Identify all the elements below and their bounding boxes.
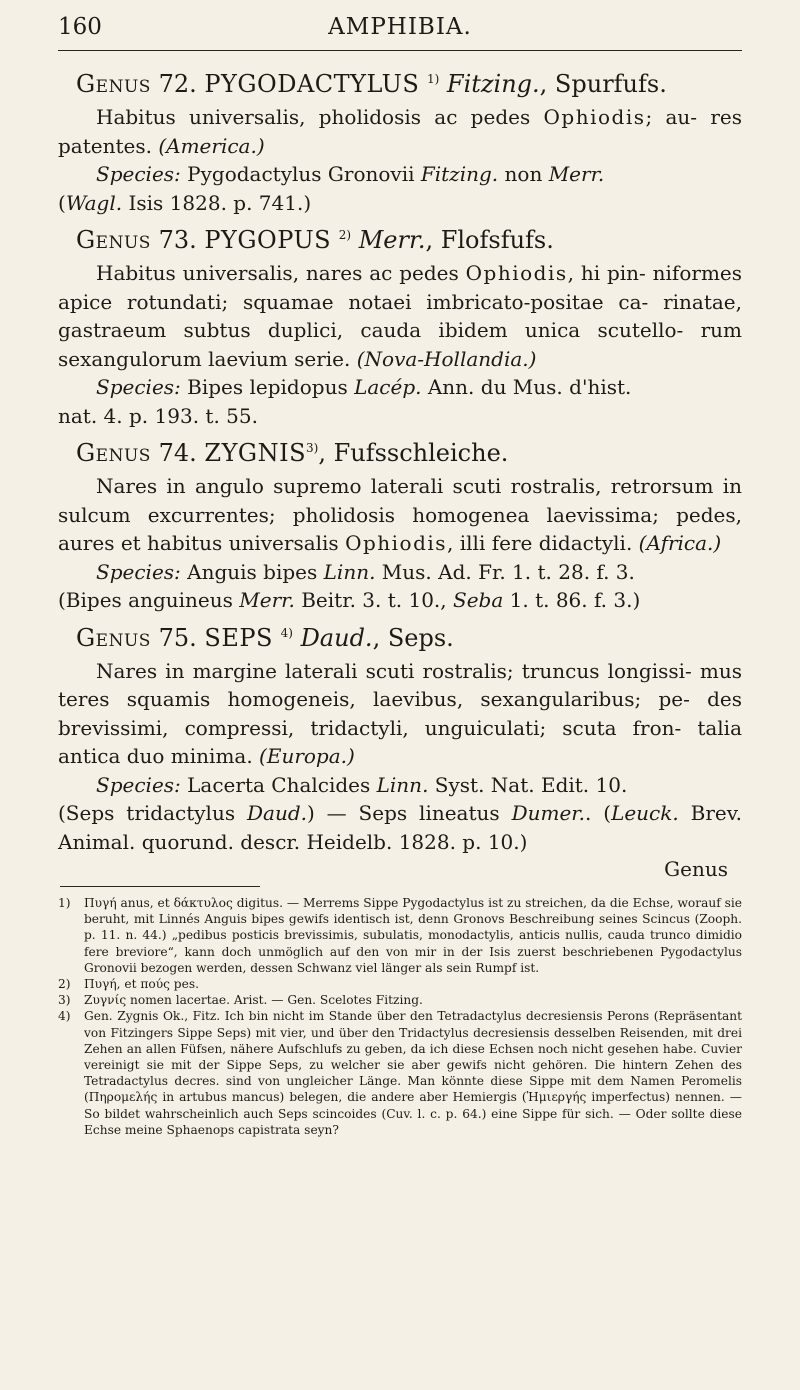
footnote-rule [60, 886, 260, 887]
genus-75-species-ref: (Seps tridactylus Daud.) — Seps lineatus Dumer.. (Leuck. Brev. Animal. quorund. descr. Heidelb. 1828. p. 10.) [58, 801, 743, 854]
running-head [58, 14, 742, 40]
footnote-ref: 2) [338, 228, 352, 242]
footnotes [58, 895, 742, 1138]
genus-73-description: Habitus universalis, nares ac pedes Ophiodis, hi pin- niformes apice rotundati; squamae notaei imbricato-positae ca- rinatae, gastraeum subtus duplici, cauda ibidem unica scutello- rum sexangulorum laevium serie. (Nova-Hollandia.) [58, 261, 743, 371]
genus-72-species: Species: Pygodactylus Gronovii Fitzing. non Merr. [96, 162, 605, 186]
footnote-ref: 1) [426, 72, 440, 86]
genus-72-description: Habitus universalis, pholidosis ac pedes Ophiodis; au- res patentes. (America.) [58, 105, 743, 158]
catchword: Genus [664, 857, 728, 881]
footnote: 1) Πυγή anus, et δάκτυλος digitus. — Merrems Sippe Pygodactylus ist zu streichen, da die Echse, worauf sie beruht, mit Linnés Anguis bipes gewifs identisch ist, denn Gronovs Beschreibung seines Scincus (Zooph. p. 11. n. 44.) „pedibus posticis brevissimis, subulatis, monodactylis, anticis nullis, cauda trunco dimidio fere breviore“, kann doch unmöglich auf den von mir in der Isis zuerst beschriebenen Pygodactylus Gronovii bezogen werden, dessen Schwanz viel länger als sein Rumpf ist. [58, 896, 742, 975]
header-rule [58, 50, 742, 51]
genus-73-species-ref: nat. 4. p. 193. t. 55. [58, 403, 258, 428]
genus-74-heading: Genus 74. ZYGNIS$^{3)}$, Fufsschleiche. [76, 439, 509, 467]
footnote: 4) Gen. Zygnis Ok., Fitz. Ich bin nicht im Stande über den Tetradactylus decresiensis Perons (Repräsentant von Fitzingers Sippe Seps) mit vier, und über den Tridactylus decresiensis desselben Reisenden, mit drei Zehen an allen Füfsen, nähere Aufschlufs zu geben, da ich diese Echsen noch nicht gesehen habe. Cuvier vereinigt sie mit der Sippe Seps, zu welcher sie aber gewifs nicht gehören. Die hintern Zehen des Tetradactylus decres. sind von ungleicher Länge. Man könnte diese Sippe mit dem Namen Peromelis (Πηρομελής in artubus mancus) belegen, die andere aber Hemiergis (Ἡμιεργής imperfectus) nennen. — So bildet wahrscheinlich auch Seps scincoides (Cuv. l. c. p. 64.) eine Sippe für sich. — Oder sollte diese Echse meine Sphaenops capistrata seyn? [58, 1009, 742, 1137]
footnote: 3) Ζυγνίς nomen lacertae. Arist. — Gen. Scelotes Fitzing. [58, 993, 423, 1008]
footnote-ref: 3) [306, 441, 319, 455]
genus-73-heading: Genus 73. PYGOPUS $^{2)}$ Merr., Flofsfufs. [76, 226, 554, 254]
page-number: 160 [58, 14, 102, 40]
genus-75-description: Nares in margine laterali scuti rostralis; truncus longissi- mus teres squamis homogeneis, laevibus, sexangularibus; pe- des brevissimi, compressi, tridactyli, unguiculati; scuta fron- talia antica duo minima. (Europa.) [58, 658, 743, 768]
footnote-ref: 4) [280, 625, 293, 640]
footnote: 2) Πυγή, et πούς pes. [58, 977, 199, 992]
genus-73-species: Species: Bipes lepidopus Lacép. Ann. du Mus. d'hist. [96, 375, 632, 399]
genus-72-heading: Genus 72. PYGODACTYLUS $^{1)}$ Fitzing., Spurfufs. [76, 70, 667, 98]
genus-74-description: Nares in angulo supremo laterali scuti rostralis, retrorsum in sulcum excurrentes; pholidosis homogenea laevissima; pedes, aures et habitus universalis Ophiodis, illi fere didactyli. (Africa.) [58, 474, 742, 555]
genus-75-heading: Genus 75. SEPS $^{4)}$ Daud., Seps. [76, 623, 454, 652]
running-title: AMPHIBIA. [328, 14, 472, 40]
genus-74-species: Species: Anguis bipes Linn. Mus. Ad. Fr. 1. t. 28. f. 3. [96, 559, 635, 584]
genus-75-species: Species: Lacerta Chalcides Linn. Syst. Nat. Edit. 10. [96, 772, 628, 797]
genus-72-species-ref: (Wagl. Isis 1828. p. 741.) [58, 190, 312, 215]
genus-74-species-ref: (Bipes anguineus Merr. Beitr. 3. t. 10., Seba 1. t. 86. f. 3.) [58, 588, 641, 612]
